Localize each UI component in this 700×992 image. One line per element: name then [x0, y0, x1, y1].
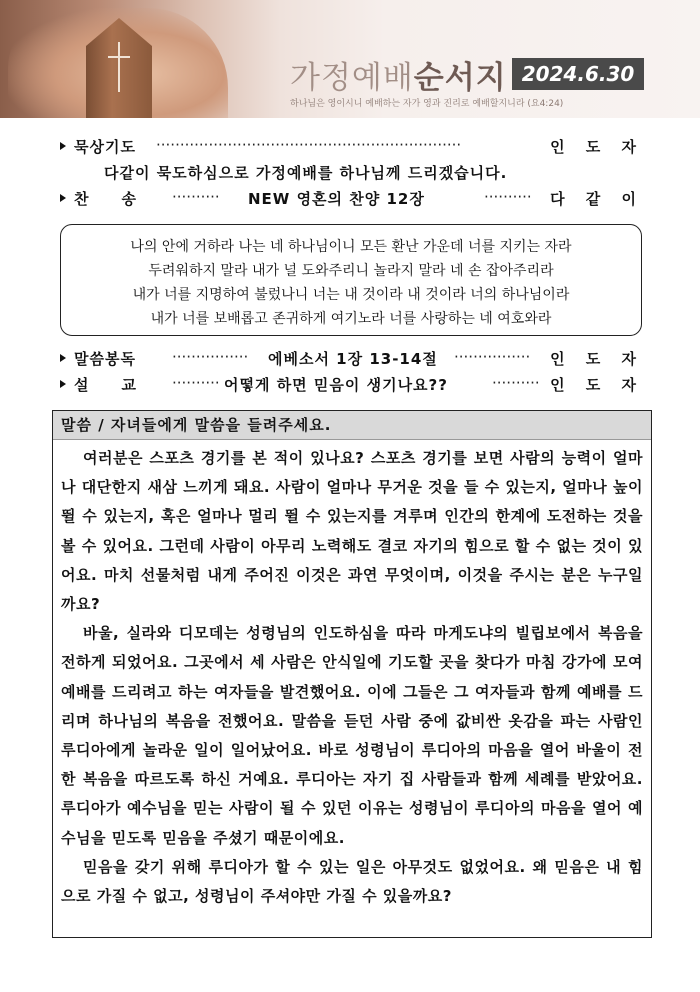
lyric-line: 내가 너를 보배롭고 존귀하게 여기노라 너를 사랑하는 네 여호와라 [150, 311, 552, 327]
sermon-paragraph: 믿음을 갖기 위해 루디아가 할 수 있는 일은 아무것도 없었어요. 왜 믿음은 내 힘으로 가질 수 없고, 성령님이 주셔야만 가질 수 있을까요? [61, 857, 643, 906]
order-item-hymn [60, 188, 644, 212]
order-leader: 인 도 자 [550, 350, 644, 368]
date-badge: 2024.6.30 [512, 58, 644, 90]
order-leader: 인 도 자 [550, 138, 644, 156]
leader-dots: ·········· [172, 374, 220, 392]
cross-icon [118, 42, 120, 92]
sermon-paragraph: 바울, 실라와 디모데는 성령님의 인도하심을 따라 마게도냐의 빌립보에서 복음을 전하게 되었어요. 그곳에서 세 사람은 안식일에 기도할 곳을 찾다가 마침 강가에 모여 예배를 드리려고 하는 여자들을 발견했어요. 이에 그들은 그 여자들과 함께 예배를 드리며 하나님의 복음을 전했어요. 말씀을 듣던 사람 중에 값비싼 옷감을 파는 사람인 루디아에게 놀라운 일이 일어났어요. 바로 성령님이 루디아의 마음을 열어 바울이 전한 복음을 따르도록 하신 거예요. 루디아는 자기 집 사람들과 함께 세례를 받았어요. 루디아가 예수님을 믿는 사람이 될 수 있던 이유는 성령님이 루디아의 마음을 열어 예수님을 믿도록 믿음을 주셨기 때문이에요. [61, 624, 643, 847]
welcome-text: 다같이 묵도하심으로 가정예배를 하나님께 드리겠습니다. [104, 164, 508, 182]
order-detail: NEW 영혼의 찬양 12장 [248, 190, 425, 208]
lyric-line: 나의 안에 거하라 나는 네 하나님이니 모든 환난 가운데 너를 지키는 자라 [130, 239, 572, 255]
order-label: 설 교 [74, 376, 137, 394]
order-label: 묵상기도 [74, 138, 136, 156]
bullet-icon [60, 380, 66, 388]
lyric-line: 두려워하지 말라 내가 널 도와주리니 놀라지 말라 네 손 잡아주리라 [148, 263, 554, 279]
order-label: 찬 송 [74, 190, 137, 208]
sermon-section [52, 410, 652, 938]
order-leader: 다 같 이 [550, 190, 644, 208]
page-title: 가정예배순서지 [290, 60, 507, 96]
hymn-lyrics-box [60, 224, 642, 336]
order-item-sermon [60, 374, 644, 398]
order-leader: 인 도 자 [550, 376, 644, 394]
leader-dots: ················ [454, 348, 531, 366]
bullet-icon [60, 142, 66, 150]
header-subtitle: 하나님은 영이시니 예배하는 자가 영과 진리로 예배할지니라 (요4:24) [290, 99, 564, 109]
bullet-icon [60, 194, 66, 202]
order-item-reading [60, 348, 644, 372]
sermon-paragraph: 여러분은 스포츠 경기를 본 적이 있나요? 스포츠 경기를 보면 사람의 능력이 얼마나 대단한지 새삼 느끼게 돼요. 사람이 얼마나 무거운 것을 들 수 있는지, 얼마나 높이 뛸 수 있는지, 혹은 얼마나 멀리 뛸 수 있는지를 겨루며 인간의 한계에 도전하는 것을 볼 수 있어요. 그런데 사람이 아무리 노력해도 결코 자기의 힘으로 할 수 없는 것이 있어요. 마치 선물처럼 내게 주어진 이것은 과연 무엇이며, 이것을 주시는 분은 누구일까요? [61, 449, 643, 614]
leader-dots: ················ [172, 348, 249, 366]
order-detail: 에베소서 1장 13-14절 [268, 350, 438, 368]
cross-icon-bar [108, 56, 130, 58]
order-item-prayer [60, 136, 644, 160]
leader-dots: ································································ [156, 136, 462, 154]
leader-dots: ·········· [484, 188, 532, 206]
header-banner [0, 0, 700, 118]
bullet-icon [60, 354, 66, 362]
order-label: 말씀봉독 [74, 350, 136, 368]
sermon-body [53, 440, 651, 911]
lyric-line: 내가 너를 지명하여 불렀나니 너는 내 것이라 내 것이라 너의 하나님이라 [132, 287, 570, 303]
order-detail: 어떻게 하면 믿음이 생기나요?? [224, 376, 448, 394]
leader-dots: ·········· [172, 188, 220, 206]
leader-dots: ·········· [492, 374, 540, 392]
sermon-title: 말씀 / 자녀들에게 말씀을 들려주세요. [53, 411, 651, 440]
